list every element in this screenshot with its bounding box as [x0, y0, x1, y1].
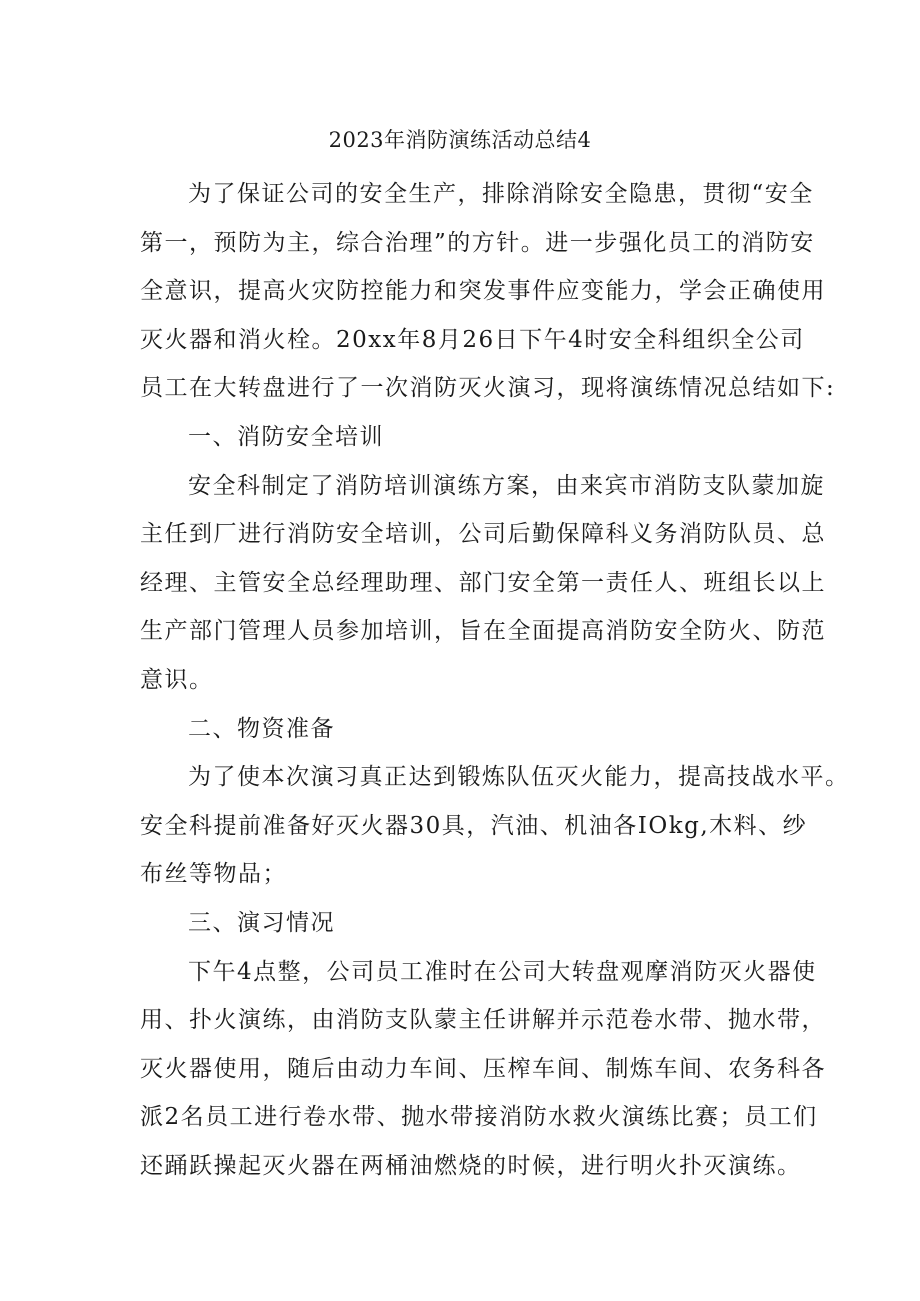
paragraph-line: 布丝等物品；: [140, 861, 287, 888]
paragraph-line: 安全科提前准备好灭火器30具，汽油、机油各IOkg,木料、纱: [140, 812, 808, 839]
paragraph-line: 主任到厂进行消防安全培训，公司后勤保障科义务消防队员、总: [140, 521, 826, 548]
section-heading: 三、演习情况: [188, 909, 335, 936]
paragraph-line: 为了保证公司的安全生产，排除消除安全隐患，贯彻“安全: [188, 181, 814, 207]
document-title: 2023年消防演练活动总结4: [328, 128, 592, 152]
paragraph-line: 用、扑火演练，由消防支队蒙主任讲解并示范卷水带、抛水带，: [140, 1007, 826, 1034]
paragraph-line: 安全科制定了消防培训演练方案，由来宾市消防支队蒙加旋: [188, 472, 825, 499]
paragraph-line: 派2名员工进行卷水带、抛水带接消防水救火演练比赛；员工们: [140, 1104, 818, 1131]
paragraph-line: 生产部门管理人员参加培训，旨在全面提高消防安全防火、防范: [140, 618, 826, 645]
section-heading: 二、物资准备: [188, 715, 335, 742]
section-heading: 一、消防安全培训: [188, 423, 384, 450]
paragraph-line: 第一，预防为主，综合治理”的方针。进一步强化员工的消防安: [140, 229, 815, 256]
paragraph-line: 员工在大转盘进行了一次消防灭火演习，现将演练情况总结如下:: [140, 375, 836, 402]
paragraph-line: 全意识，提高火灾防控能力和突发事件应变能力，学会正确使用: [140, 278, 826, 305]
paragraph-line: 灭火器使用，随后由动力车间、压榨车间、制炼车间、农务科各: [140, 1055, 826, 1082]
document-body: [140, 170, 850, 1190]
paragraph-line: 还踊跃操起灭火器在两桶油燃烧的时候，进行明火扑灭演练。: [140, 1152, 802, 1179]
paragraph-line: 意识。: [140, 666, 214, 693]
paragraph-line: 灭火器和消火栓。20xx年8月26日下午4时安全科组织全公司: [140, 326, 805, 353]
paragraph-line: 下午4点整，公司员工准时在公司大转盘观摩消防灭火器使: [188, 958, 817, 985]
paragraph-line: 经理、主管安全总经理助理、部门安全第一责任人、班组长以上: [140, 569, 826, 596]
paragraph-line: 为了使本次演习真正达到锻炼队伍灭火能力，提高技战水平。: [188, 764, 850, 791]
